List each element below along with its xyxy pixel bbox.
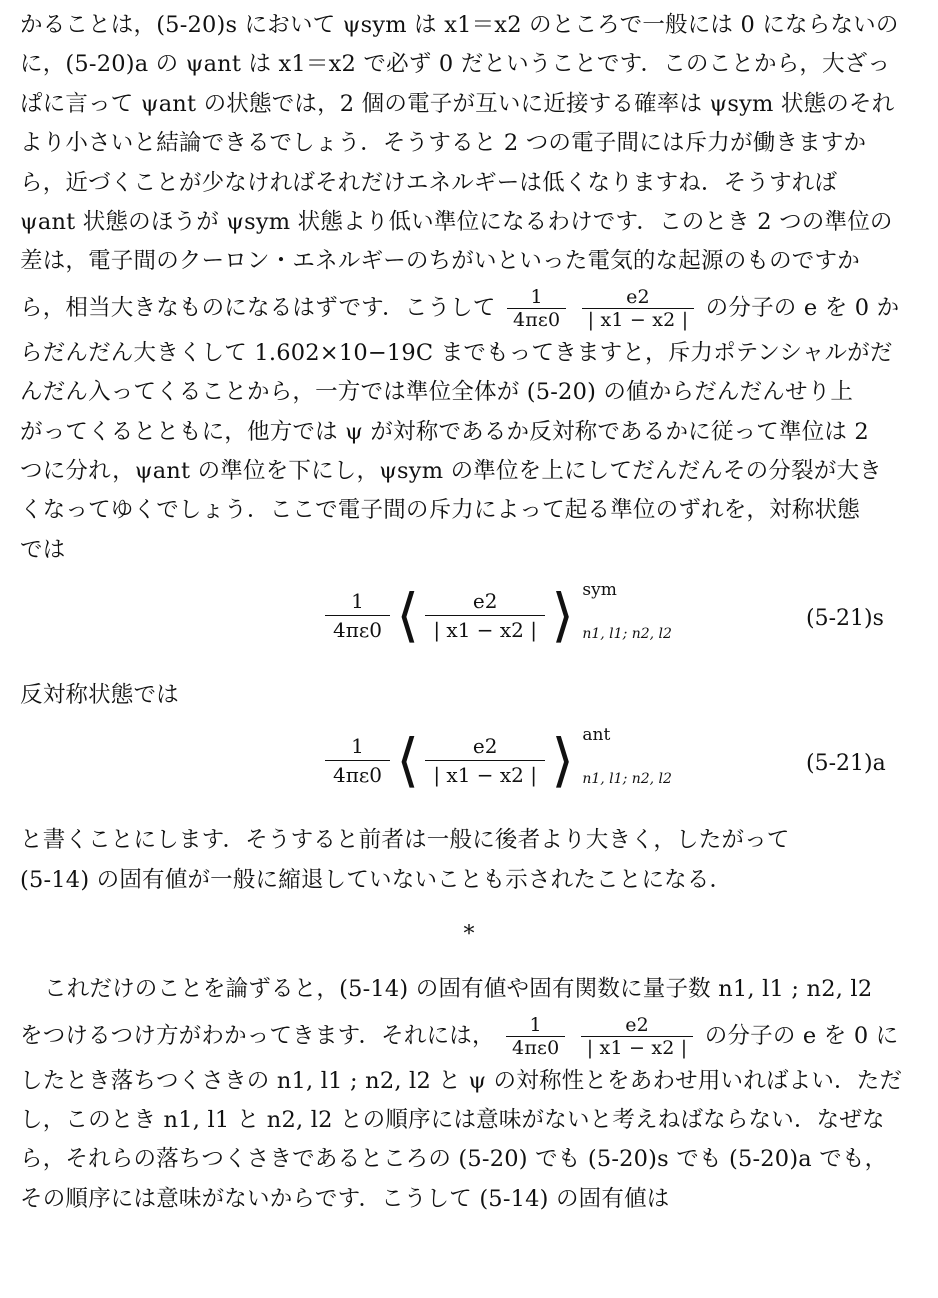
fraction-numerator: 1 [507,286,566,309]
text-line: (5-14) の固有値が一般に縮退していないことも示されたことになる． [20,866,733,893]
fraction-denominator: 4πε0 [512,1037,560,1060]
fraction-numerator: e2 [582,286,695,309]
fraction-denominator: 4πε0 [512,309,561,332]
equation-5-21-ant [20,715,918,821]
text-line: ら，近づくことが少なければそれだけエネルギーは低くなりますね．そうすれば [20,169,838,196]
superscript-sym: sym [582,580,617,601]
coulomb-fraction [425,732,545,789]
equation-5-21-sym [20,570,918,676]
coefficient-fraction [325,587,390,644]
left-angle-bracket: ⟨ [396,581,419,650]
fraction-denominator: | x1 − x2 | [433,762,537,787]
text-segment: の分子の e を 0 か [705,294,900,321]
text-line: し，このとき n1, l1 と n2, l2 との順序には意味がないと考えねばならない．なぜな [20,1107,885,1134]
fraction-numerator: 1 [325,587,390,616]
equation-formula [325,580,690,650]
text-line: ら，それらの落ちつくさきであるところの (5-20) でも (5-20)s でも (5-20)a でも， [20,1146,888,1173]
equation-number: (5-21)s [806,606,884,632]
text-line: では [20,536,66,563]
text-line-with-fraction [20,282,918,334]
fraction-numerator: 1 [506,1014,565,1037]
text-line: ぱに言って ψant の状態では，2 個の電子が互いに近接する確率は ψsym 状態のそれ [20,90,895,117]
text-line: つに分れ，ψant の準位を下にし，ψsym の準位を上にしてだんだんその分裂が大き [20,457,882,484]
text-line: に，(5-20)a の ψant は x1＝x2 で必ず 0 だということです．このことから，大ざっ [20,51,891,78]
text-line: らだんだん大きくして 1.602×10−19C までもってきますと，斥力ポテンシャルがだ [20,339,893,366]
coulomb-fraction [582,286,695,331]
expectation-indices [580,725,690,795]
text-line: と書くことにします．そうすると前者は一般に後者より大きく，したがって [20,827,790,854]
equation-formula [325,725,690,795]
paragraph-1 [20,6,918,570]
fraction-denominator: 4πε0 [333,762,382,787]
equation-number: (5-21)a [806,751,886,777]
paragraph-2 [20,821,918,900]
fraction-denominator: | x1 − x2 | [433,617,537,642]
coulomb-fraction [581,1014,694,1059]
coefficient-fraction [325,732,390,789]
text-line: くなってゆくでしょう．ここで電子間の斥力によって起る準位のずれを，対称状態 [20,497,860,524]
fraction-numerator: 1 [325,732,390,761]
text-line: より小さいと結論できるでしょう．そうすると 2 つの電子間には斥力が働きますか [20,130,867,157]
fraction-denominator: | x1 − x2 | [587,309,689,332]
section-separator: * [463,922,475,948]
text-line-with-fraction [20,1010,918,1062]
fraction-numerator: e2 [425,732,545,761]
right-angle-bracket: ⟩ [551,726,574,795]
coefficient-fraction [506,1014,565,1059]
expectation-indices [580,580,690,650]
superscript-ant: ant [582,725,611,746]
text-segment: ら，相当大きなものになるはずです．こうして [20,294,496,321]
coefficient-fraction [507,286,566,331]
text-line: その順序には意味がないからです．こうして (5-14) の固有値は [20,1185,670,1212]
subscript-quantum-numbers: n1, l1; n2, l2 [582,771,672,788]
text-segment: の分子の e を 0 に [704,1022,899,1049]
text-line: かることは，(5-20)s において ψsym は x1＝x2 のところで一般には 0 にならないの [20,12,899,38]
document-page [20,6,918,1219]
subscript-quantum-numbers: n1, l1; n2, l2 [582,626,672,643]
coulomb-fraction [425,587,545,644]
text-line: んだん入ってくることから，一方では準位全体が (5-20) の値からだんだんせり上 [20,379,854,406]
text-segment: をつけるつけ方がわかってきます．それには， [20,1022,495,1049]
fraction-numerator: e2 [425,587,545,616]
text-line: これだけのことを論ずると，(5-14) の固有値や固有関数に量子数 n1, l1 ; n2, l2 [44,976,873,1003]
fraction-denominator: 4πε0 [333,617,382,642]
text-line: 反対称状態では [20,682,179,709]
fraction-numerator: e2 [581,1014,694,1037]
paragraph-3 [20,970,918,1219]
left-angle-bracket: ⟨ [396,726,419,795]
fraction-denominator: | x1 − x2 | [586,1037,688,1060]
right-angle-bracket: ⟩ [551,581,574,650]
text-line: 差は，電子間のクーロン・エネルギーのちがいといった電気的な起源のものですか [20,248,860,275]
text-line: したとき落ちつくさきの n1, l1 ; n2, l2 と ψ の対称性とをあわせ用いればよい．ただ [20,1067,903,1094]
text-line: ψant 状態のほうが ψsym 状態より低い準位になるわけです．このとき 2 つの準位の [20,208,893,235]
text-line: がってくるとともに，他方では ψ が対称であるか反対称であるかに従って準位は 2 [20,418,869,445]
